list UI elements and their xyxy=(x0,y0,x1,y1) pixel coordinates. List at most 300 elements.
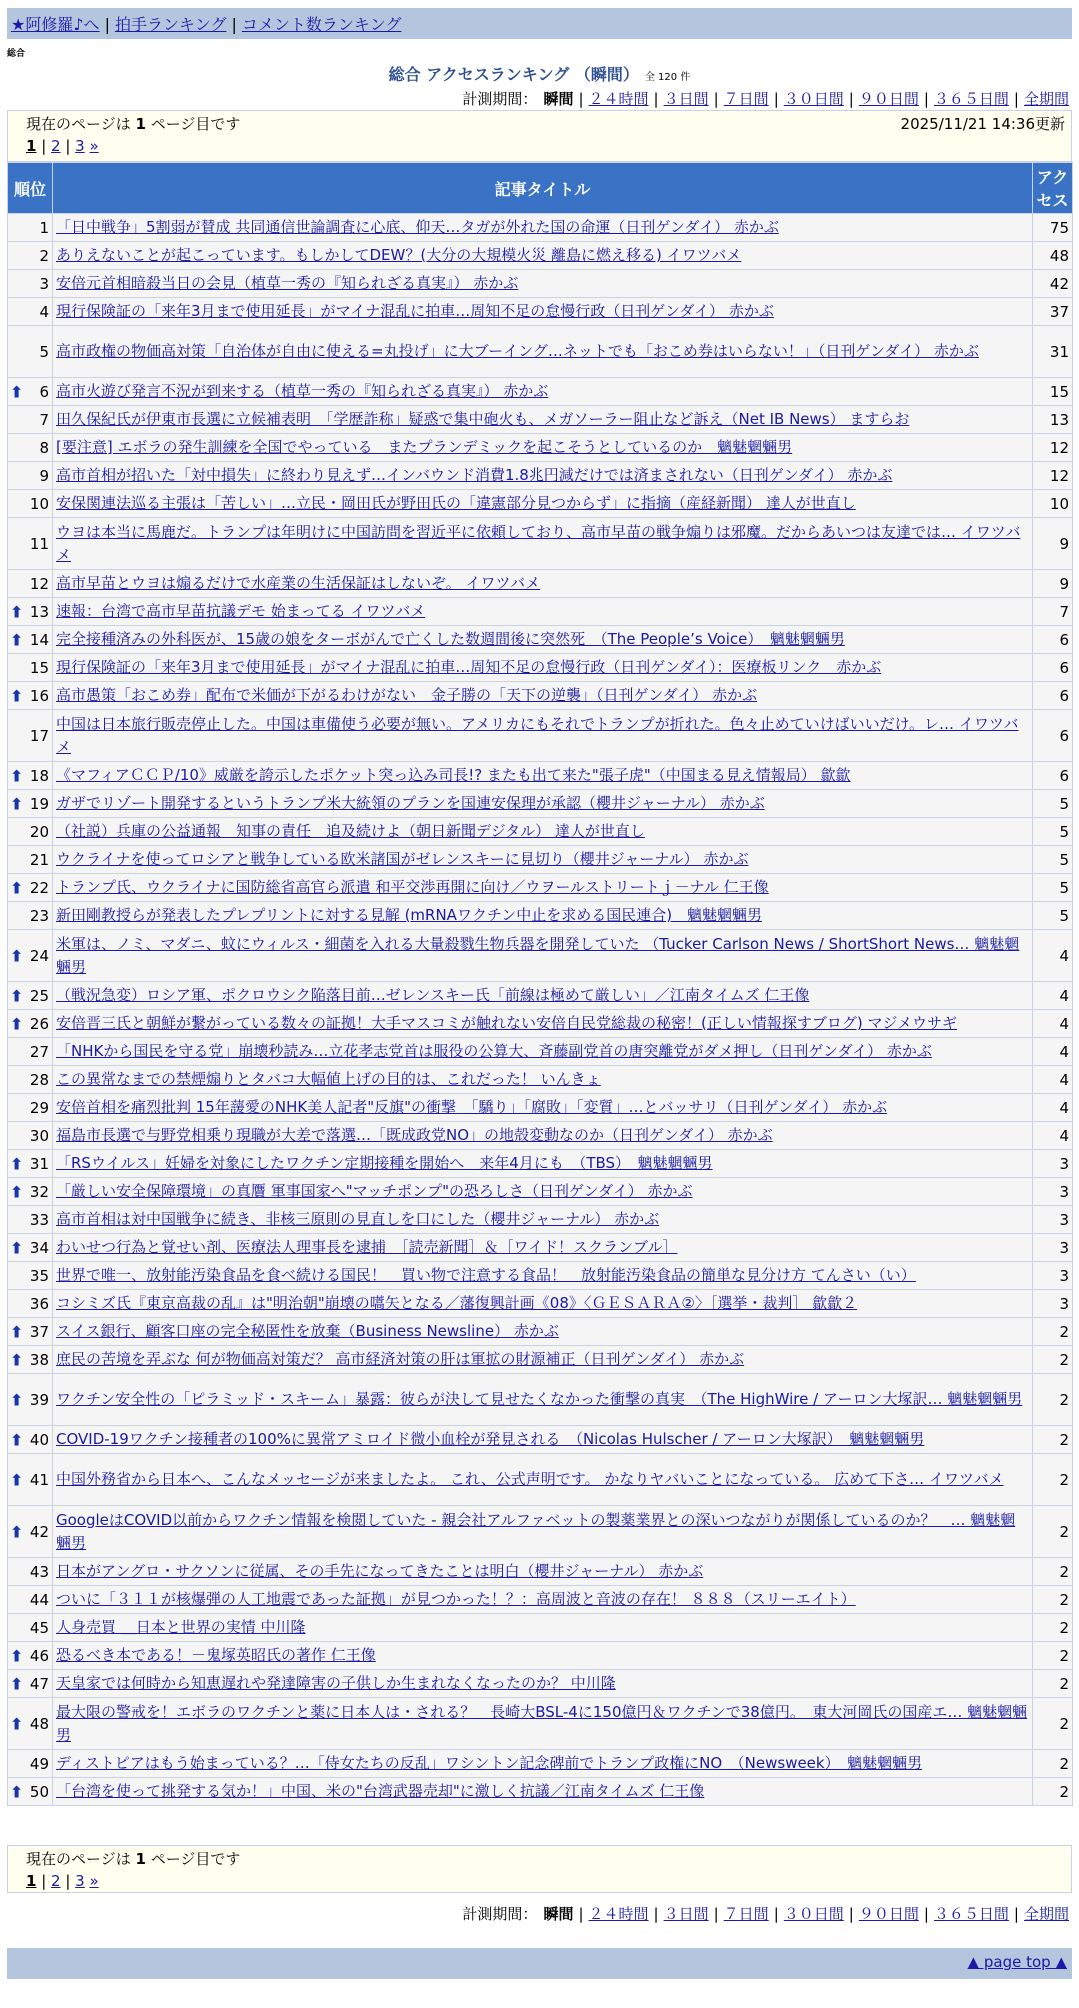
access-count: 5 xyxy=(1033,902,1073,930)
rank-cell xyxy=(8,1038,53,1066)
access-count: 2 xyxy=(1033,1506,1073,1558)
rank-cell xyxy=(8,462,53,490)
access-count: 3 xyxy=(1033,1178,1073,1206)
rank-number: 44 xyxy=(29,1590,49,1609)
article-link[interactable]: トランプ氏、ウクライナに国防総省高官ら派遣 和平交渉再開に向け／ウヲールストリートｊ－ナル 仁王像 xyxy=(56,878,769,896)
pager-page-3[interactable]: 3 xyxy=(75,1872,85,1890)
rank-cell xyxy=(8,1778,53,1806)
rank-number: 23 xyxy=(29,906,49,925)
table-row xyxy=(8,818,1073,846)
table-row xyxy=(8,434,1073,462)
clap-ranking-link[interactable]: 拍手ランキング xyxy=(114,15,227,34)
home-link[interactable]: ★阿修羅♪へ xyxy=(11,15,100,34)
pager-page-2[interactable]: 2 xyxy=(51,137,61,155)
rank-number: 32 xyxy=(29,1182,49,1201)
rank-number: 30 xyxy=(29,1126,49,1145)
rank-number: 49 xyxy=(29,1754,49,1773)
title-cell xyxy=(53,1614,1033,1642)
rank-cell xyxy=(8,1010,53,1038)
table-row xyxy=(8,406,1073,434)
access-count: 42 xyxy=(1033,270,1073,298)
pager-next[interactable]: » xyxy=(89,137,99,155)
pager: 1 | 2 | 3 » xyxy=(26,137,99,155)
rank-number: 15 xyxy=(29,658,49,677)
title-cell xyxy=(53,434,1033,462)
article-link[interactable]: 中国は日本旅行販売停止した。中国は車備使う必要が無い。アメリカにもそれでトランプが折れた。色々止めていけばいいだけ。レ… イワツバメ xyxy=(56,714,1019,756)
access-count: 2 xyxy=(1033,1778,1073,1806)
access-count: 6 xyxy=(1033,762,1073,790)
title-cell xyxy=(53,1318,1033,1346)
article-link[interactable]: 安保関連法巡る主張は「苦しい」…立民・岡田氏が野田氏の「違憲部分見つからず」に指摘（産経新聞） 達人が世直し xyxy=(56,494,856,512)
title-cell xyxy=(53,626,1033,654)
rank-cell xyxy=(8,982,53,1010)
category-label: 総合 xyxy=(7,49,26,59)
article-link[interactable]: 高市政権の物価高対策「自治体が自由に使える=丸投げ」に大ブーイング…ネットでも「おこめ券はいらない！」（日刊ゲンダイ） 赤かぶ xyxy=(56,342,979,360)
access-count: 2 xyxy=(1033,1642,1073,1670)
access-count: 6 xyxy=(1033,654,1073,682)
rank-number: 11 xyxy=(29,534,49,553)
page-top-link[interactable]: ▲ page top ▲ xyxy=(967,1953,1067,1971)
table-row xyxy=(8,1698,1073,1750)
access-count: 4 xyxy=(1033,1094,1073,1122)
title-cell xyxy=(53,1206,1033,1234)
rank-number: 20 xyxy=(29,822,49,841)
rank-number: 43 xyxy=(29,1562,49,1581)
period-7d-link[interactable]: ７日間 xyxy=(723,1905,769,1923)
up-arrow-icon: ⬆ xyxy=(10,986,24,1005)
article-link[interactable]: ウヨは本当に馬鹿だ。トランプは年明けに中国訪問を習近平に依頼しており、高市早苗の戦争煽りは邪魔。だからあいつは友達では… イワツバメ xyxy=(56,522,1021,564)
table-row xyxy=(8,1346,1073,1374)
pager-page-3[interactable]: 3 xyxy=(75,137,85,155)
rank-cell xyxy=(8,682,53,710)
article-link[interactable]: 安倍晋三氏と朝鮮が繋がっている数々の証拠！大手マスコミが触れない安倍自民党総裁の秘密！(正しい情報探すブログ) マジメウサギ xyxy=(56,1014,958,1032)
table-row xyxy=(8,1010,1073,1038)
period-3d-link[interactable]: ３日間 xyxy=(663,1905,709,1923)
article-link[interactable]: ウクライナを使ってロシアと戦争している欧米諸国がゼレンスキーに見切り（櫻井ジャーナル） 赤かぶ xyxy=(56,850,749,868)
title-cell xyxy=(53,1262,1033,1290)
article-link[interactable]: ついに「３１１が核爆弾の人工地震であった証拠」が見つかった！？：高周波と音波の存在！ ８８８（スリーエイト） xyxy=(56,1590,856,1608)
rank-number: 13 xyxy=(29,602,49,621)
period-24h-link[interactable]: ２４時間 xyxy=(588,1905,649,1923)
rank-number: 46 xyxy=(29,1646,49,1665)
article-link[interactable]: GoogleはCOVID以前からワクチン情報を検閲していた - 親会社アルファベットの製薬業界との深いつながりが関係しているのか？ … 魑魅魍魎男 xyxy=(56,1510,1016,1552)
article-link[interactable]: 速報：台湾で高市早苗抗議デモ 始まってる イワツバメ xyxy=(56,602,426,620)
title-cell xyxy=(53,570,1033,598)
rank-number: 12 xyxy=(29,574,49,593)
period-selector-bottom: 計測期間： 瞬間 | ２４時間 | ３日間 | ７日間 | ３０日間 | ９０日間 | ３６５日間 | 全期間 xyxy=(462,1905,1069,1923)
article-link[interactable]: COVID-19ワクチン接種者の100%に異常アミロイド微小血栓が発見される （Nicolas Hulscher / アーロン大塚訳） 魑魅魍魎男 xyxy=(56,1430,925,1448)
article-link[interactable]: 高市首相が招いた「対中損失」に終わり見えず…インバウンド消費1.8兆円減だけでは済まされない（日刊ゲンダイ） 赤かぶ xyxy=(56,466,893,484)
period-30d-link[interactable]: ３０日間 xyxy=(783,90,844,108)
rank-number: 19 xyxy=(29,794,49,813)
article-link[interactable]: 新田剛教授らが発表したプレプリントに対する見解 (mRNAワクチン中止を求める国民連合) 魑魅魍魎男 xyxy=(56,906,763,924)
rank-cell xyxy=(8,654,53,682)
rank-cell xyxy=(8,1750,53,1778)
rank-cell xyxy=(8,710,53,762)
table-row xyxy=(8,462,1073,490)
page-info-text: 現在のページは xyxy=(26,1850,131,1868)
title-cell xyxy=(53,846,1033,874)
article-link[interactable]: 安倍首相を痛烈批判 15年蘐愛のNHK美人記者"反旗"の衝撃 「驕り」「腐敗」「変質」…とバッサリ（日刊ゲンダイ） 赤かぶ xyxy=(56,1098,888,1116)
article-link[interactable]: ディストピアはもう始まっている？…「侍女たちの反乱」ワシントン記念碑前でトランプ政権にNO （Newsweek） 魑魅魍魎男 xyxy=(56,1754,923,1772)
article-link[interactable]: 日本がアングロ・サクソンに従属、その手先になってきたことは明白（櫻井ジャーナル） 赤かぶ xyxy=(56,1562,704,1580)
nav-separator: | xyxy=(231,15,237,34)
rank-number: 36 xyxy=(29,1294,49,1313)
rank-cell xyxy=(8,1614,53,1642)
rank-number: 24 xyxy=(29,946,49,965)
table-row xyxy=(8,326,1073,378)
top-nav-bar xyxy=(7,8,1072,39)
rank-number: 42 xyxy=(29,1522,49,1541)
rank-number: 27 xyxy=(29,1042,49,1061)
article-link[interactable]: この異常なまでの禁煙煽りとタバコ大幅値上げの目的は、これだった！ いんきょ xyxy=(56,1070,601,1088)
rank-cell xyxy=(8,1506,53,1558)
rank-cell xyxy=(8,818,53,846)
table-row xyxy=(8,1750,1073,1778)
access-count: 13 xyxy=(1033,406,1073,434)
article-link[interactable]: 庶民の苦境を弄ぶな 何が物価高対策だ？ 高市経済対策の肝は軍拡の財源補正（日刊ゲンダイ） 赤かぶ xyxy=(56,1350,745,1368)
rank-number: 17 xyxy=(29,726,49,745)
rank-cell xyxy=(8,846,53,874)
rank-number: 28 xyxy=(29,1070,49,1089)
title-cell xyxy=(53,930,1033,982)
table-header-row xyxy=(8,163,1073,214)
article-link[interactable]: 高市早苗とウヨは煽るだけで水産業の生活保証はしないぞ。 イワツバメ xyxy=(56,574,541,592)
access-count: 5 xyxy=(1033,790,1073,818)
title-cell xyxy=(53,406,1033,434)
rank-cell xyxy=(8,1426,53,1454)
page-info-bottom xyxy=(7,1845,1072,1893)
up-arrow-icon: ⬆ xyxy=(10,878,24,897)
access-count: 2 xyxy=(1033,1614,1073,1642)
up-arrow-icon: ⬆ xyxy=(10,602,24,621)
article-link[interactable]: ありえないことが起こっています。もしかしてDEW？(大分の大規模火災 離島に燃え移る) イワツバメ xyxy=(56,246,742,264)
rank-cell xyxy=(8,1318,53,1346)
up-arrow-icon: ⬆ xyxy=(10,1674,24,1693)
article-link[interactable]: 人身売買 ＿日本と世界の実情 中川隆 xyxy=(56,1618,306,1636)
article-link[interactable]: 田久保紀氏が伊東市長選に立候補表明 「学歴詐称」疑惑で集中砲火も、メガソーラー阻止など訴え（Net IB News） ますらお xyxy=(56,410,910,428)
article-link[interactable]: 現行保険証の「来年3月まで使用延長」がマイナ混乱に拍車…周知不足の怠慢行政（日刊ゲンダイ） 赤かぶ xyxy=(56,302,774,320)
rank-number: 2 xyxy=(39,246,49,265)
rank-number: 45 xyxy=(29,1618,49,1637)
table-row xyxy=(8,378,1073,406)
period-selector-top: 計測期間： 瞬間 | ２４時間 | ３日間 | ７日間 | ３０日間 | ９０日間 | ３６５日間 | 全期間 xyxy=(462,90,1069,108)
rank-cell xyxy=(8,1094,53,1122)
ranking-body xyxy=(8,214,1073,1806)
title-cell xyxy=(53,790,1033,818)
period-7d-link[interactable]: ７日間 xyxy=(723,90,769,108)
article-link[interactable]: 高市首相は対中国戦争に続き、非核三原則の見直しを口にした（櫻井ジャーナル） 赤かぶ xyxy=(56,1210,660,1228)
access-count: 4 xyxy=(1033,982,1073,1010)
up-arrow-icon: ⬆ xyxy=(10,382,24,401)
rank-cell xyxy=(8,1262,53,1290)
article-link[interactable]: 米軍は、ノミ、マダニ、蚊にウィルス・細菌を入れる大量殺戮生物兵器を開発していた （Tucker Carlson News / ShortShort News… 魑魅魍魎男 xyxy=(56,934,1020,976)
up-arrow-icon: ⬆ xyxy=(10,1238,24,1257)
period-365d-link[interactable]: ３６５日間 xyxy=(933,1905,1009,1923)
ranking-count: 全 120 件 xyxy=(644,72,691,83)
comment-ranking-link[interactable]: コメント数ランキング xyxy=(241,15,402,34)
access-count: 2 xyxy=(1033,1374,1073,1426)
title-cell xyxy=(53,598,1033,626)
article-link[interactable]: わいせつ行為と覚せい剤、医療法人理事長を逮捕 ［読売新聞］＆［ワイド！スクランブル］ xyxy=(56,1238,678,1256)
table-row xyxy=(8,242,1073,270)
table-row xyxy=(8,570,1073,598)
rank-number: 25 xyxy=(29,986,49,1005)
rank-number: 34 xyxy=(29,1238,49,1257)
rank-number: 14 xyxy=(29,630,49,649)
title-cell xyxy=(53,1150,1033,1178)
article-link[interactable]: スイス銀行、顧客口座の完全秘匿性を放棄（Business Newsline） 赤かぶ xyxy=(56,1322,559,1340)
title-cell xyxy=(53,518,1033,570)
rank-number: 22 xyxy=(29,878,49,897)
title-cell xyxy=(53,490,1033,518)
title-cell xyxy=(53,682,1033,710)
rank-number: 9 xyxy=(39,466,49,485)
title-cell xyxy=(53,326,1033,378)
article-link[interactable]: 「厳しい安全保障環境」の真贋 軍事国家へ"マッチポンプ"の恐ろしさ（日刊ゲンダイ） 赤かぶ xyxy=(56,1182,693,1200)
rank-number: 3 xyxy=(39,274,49,293)
title-cell xyxy=(53,1558,1033,1586)
access-count: 2 xyxy=(1033,1558,1073,1586)
rank-cell xyxy=(8,518,53,570)
article-link[interactable]: ガザでリゾート開発するというトランプ米大統領のプランを国連安保理が承認（櫻井ジャーナル） 赤かぶ xyxy=(56,794,765,812)
table-row xyxy=(8,846,1073,874)
period-current: 瞬間 xyxy=(543,1905,574,1923)
rank-number: 21 xyxy=(29,850,49,869)
rank-cell xyxy=(8,1670,53,1698)
title-cell xyxy=(53,1178,1033,1206)
page-info-text: ページ目です xyxy=(150,115,241,133)
access-count: 6 xyxy=(1033,682,1073,710)
period-3d-link[interactable]: ３日間 xyxy=(663,90,709,108)
access-count: 2 xyxy=(1033,1454,1073,1506)
title-cell xyxy=(53,1506,1033,1558)
period-all-link[interactable]: 全期間 xyxy=(1023,1905,1069,1923)
access-count: 4 xyxy=(1033,1122,1073,1150)
access-count: 7 xyxy=(1033,598,1073,626)
ranking-title-text: 総合 アクセスランキング （瞬間） xyxy=(388,65,639,84)
nav-separator: | xyxy=(104,15,110,34)
rank-number: 6 xyxy=(39,382,49,401)
article-link[interactable]: 最大限の警戒を！エボラのワクチンと薬に日本人は・される？ 長崎大BSL-4に150億円＆ワクチンで38億円。 東大河岡氏の国産エ… 魑魅魍魎男 xyxy=(56,1702,1028,1744)
article-link[interactable]: 福島市長選で与野党相乗り現職が大差で落選…「既成政党NO」の地殻変動なのか（日刊ゲンダイ） 赤かぶ xyxy=(56,1126,773,1144)
article-link[interactable]: 完全接種済みの外科医が、15歳の娘をターボがんで亡くした数週間後に突然死 （The People’s Voice） 魑魅魍魎男 xyxy=(56,630,845,648)
table-row xyxy=(8,1426,1073,1454)
period-90d-link[interactable]: ９０日間 xyxy=(858,1905,919,1923)
table-row xyxy=(8,1066,1073,1094)
article-link[interactable]: 天皇家では何時から知恵遅れや発達障害の子供しか生まれなくなったのか？ 中川隆 xyxy=(56,1674,616,1692)
table-row xyxy=(8,1374,1073,1426)
period-365d-link[interactable]: ３６５日間 xyxy=(933,90,1009,108)
article-link[interactable]: 世界で唯一、放射能汚染食品を食べ続ける国民！ 買い物で注意する食品！ 放射能汚染食品の簡単な見分け方 てんさい（い） xyxy=(56,1266,916,1284)
rank-cell xyxy=(8,270,53,298)
header-title: 記事タイトル xyxy=(53,163,1033,214)
article-link[interactable]: 「RSウイルス」妊婦を対象にしたワクチン定期接種を開始へ 来年4月にも （TBS） 魑魅魍魎男 xyxy=(56,1154,713,1172)
access-count: 3 xyxy=(1033,1234,1073,1262)
table-row xyxy=(8,1642,1073,1670)
period-current: 瞬間 xyxy=(543,90,574,108)
article-link[interactable]: 「NHKから国民を守る党」崩壊秒読み…立花孝志党首は服役の公算大、斉藤副党首の唐突離党がダメ押し（日刊ゲンダイ） 赤かぶ xyxy=(56,1042,932,1060)
rank-cell xyxy=(8,1150,53,1178)
up-arrow-icon: ⬆ xyxy=(10,1182,24,1201)
table-row xyxy=(8,214,1073,242)
title-cell xyxy=(53,1642,1033,1670)
access-count: 2 xyxy=(1033,1750,1073,1778)
rank-cell xyxy=(8,298,53,326)
rank-cell xyxy=(8,1290,53,1318)
title-cell xyxy=(53,1698,1033,1750)
rank-number: 10 xyxy=(29,494,49,513)
article-link[interactable]: ワクチン安全性の「ピラミッド・スキーム」暴露：彼らが決して見せたくなかった衝撃の真実 （The HighWire / アーロン大塚訳… 魑魅魍魎男 xyxy=(56,1390,1023,1408)
rank-number: 5 xyxy=(39,342,49,361)
table-row xyxy=(8,710,1073,762)
rank-cell xyxy=(8,1346,53,1374)
title-cell xyxy=(53,1670,1033,1698)
rank-cell xyxy=(8,378,53,406)
up-arrow-icon: ⬆ xyxy=(10,1646,24,1665)
table-row xyxy=(8,982,1073,1010)
up-arrow-icon: ⬆ xyxy=(10,766,24,785)
pager-next[interactable]: » xyxy=(89,1872,99,1890)
article-link[interactable]: （戦況急変）ロシア軍、ポクロウシク陥落目前…ゼレンスキー氏「前線は極めて厳しい」／江南タイムズ 仁王像 xyxy=(56,986,810,1004)
up-arrow-icon: ⬆ xyxy=(10,1014,24,1033)
ranking-title xyxy=(0,62,1079,85)
table-row xyxy=(8,1318,1073,1346)
title-cell xyxy=(53,1426,1033,1454)
rank-number: 41 xyxy=(29,1470,49,1489)
rank-cell xyxy=(8,1642,53,1670)
rank-cell xyxy=(8,930,53,982)
rank-cell xyxy=(8,326,53,378)
access-count: 4 xyxy=(1033,1010,1073,1038)
article-link[interactable]: 恐るべき本である！－鬼塚英昭氏の著作 仁王像 xyxy=(56,1646,376,1664)
table-row xyxy=(8,1178,1073,1206)
rank-number: 37 xyxy=(29,1322,49,1341)
title-cell xyxy=(53,1586,1033,1614)
table-row xyxy=(8,1262,1073,1290)
rank-cell xyxy=(8,790,53,818)
title-cell xyxy=(53,654,1033,682)
rank-cell xyxy=(8,1558,53,1586)
up-arrow-icon: ⬆ xyxy=(10,1430,24,1449)
access-count: 75 xyxy=(1033,214,1073,242)
title-cell xyxy=(53,1094,1033,1122)
up-arrow-icon: ⬆ xyxy=(10,1322,24,1341)
article-link[interactable]: 安倍元首相暗殺当日の会見（植草一秀の『知られざる真実』） 赤かぶ xyxy=(56,274,519,292)
access-count: 4 xyxy=(1033,1066,1073,1094)
access-count: 5 xyxy=(1033,818,1073,846)
period-90d-link[interactable]: ９０日間 xyxy=(858,90,919,108)
footer-bar xyxy=(7,1948,1072,1979)
rank-cell xyxy=(8,762,53,790)
rank-cell xyxy=(8,1234,53,1262)
table-row xyxy=(8,626,1073,654)
title-cell xyxy=(53,1010,1033,1038)
article-link[interactable]: 現行保険証の「来年3月まで使用延長」がマイナ混乱に拍車…周知不足の怠慢行政（日刊ゲンダイ）：医療板リンク 赤かぶ xyxy=(56,658,882,676)
access-count: 5 xyxy=(1033,846,1073,874)
table-row xyxy=(8,298,1073,326)
title-cell xyxy=(53,1066,1033,1094)
access-count: 9 xyxy=(1033,518,1073,570)
rank-number: 38 xyxy=(29,1350,49,1369)
table-row xyxy=(8,1094,1073,1122)
period-30d-link[interactable]: ３０日間 xyxy=(783,1905,844,1923)
access-count: 2 xyxy=(1033,1346,1073,1374)
table-row xyxy=(8,790,1073,818)
access-count: 3 xyxy=(1033,1262,1073,1290)
rank-number: 18 xyxy=(29,766,49,785)
rank-cell xyxy=(8,1454,53,1506)
rank-cell xyxy=(8,1122,53,1150)
header-access: アクセス xyxy=(1033,163,1073,214)
access-count: 5 xyxy=(1033,874,1073,902)
access-count: 10 xyxy=(1033,490,1073,518)
article-link[interactable]: 高市火遊び発言不況が到来する（植草一秀の『知られざる真実』） 赤かぶ xyxy=(56,382,549,400)
rank-cell xyxy=(8,570,53,598)
table-row xyxy=(8,1506,1073,1558)
article-link[interactable]: 中国外務省から日本へ、こんなメッセージが来ましたよ。 これ、公式声明です。 かなりヤバいことになっている。 広めて下さ… イワツバメ xyxy=(56,1470,1004,1488)
rank-number: 40 xyxy=(29,1430,49,1449)
up-arrow-icon: ⬆ xyxy=(10,1470,24,1489)
table-row xyxy=(8,1558,1073,1586)
table-row xyxy=(8,874,1073,902)
title-cell xyxy=(53,242,1033,270)
access-count: 2 xyxy=(1033,1318,1073,1346)
up-arrow-icon: ⬆ xyxy=(10,1350,24,1369)
period-24h-link[interactable]: ２４時間 xyxy=(588,90,649,108)
table-row xyxy=(8,1290,1073,1318)
table-row xyxy=(8,1038,1073,1066)
up-arrow-icon: ⬆ xyxy=(10,630,24,649)
access-count: 4 xyxy=(1033,1038,1073,1066)
period-all-link[interactable]: 全期間 xyxy=(1023,90,1069,108)
rank-number: 26 xyxy=(29,1014,49,1033)
article-link[interactable]: 《マフィアＣＣＰ/10》威厳を誇示したポケット突っ込み司長!? またも出て来た"張子虎"（中国まる見え情報局） 歙歙 xyxy=(56,766,851,784)
access-count: 2 xyxy=(1033,1670,1073,1698)
article-link[interactable]: コシミズ氏『東京高裁の乱』は"明治朝"崩壊の嚆矢となる／藩復興計画《08》〈ＧＥＳＡＲＡ②〉［選挙・裁判］ 歙歙２ xyxy=(56,1294,858,1312)
article-link[interactable]: 高市愚策「おこめ券」配布で米価が下がるわけがない 金子勝の「天下の逆襲」（日刊ゲンダイ） 赤かぶ xyxy=(56,686,758,704)
access-count: 2 xyxy=(1033,1426,1073,1454)
rank-number: 7 xyxy=(39,410,49,429)
pager: 1 | 2 | 3 » xyxy=(26,1872,99,1890)
title-cell xyxy=(53,710,1033,762)
up-arrow-icon: ⬆ xyxy=(10,686,24,705)
rank-number: 16 xyxy=(29,686,49,705)
article-link[interactable]: （社説）兵庫の公益通報 知事の責任 追及続けよ（朝日新聞デジタル） 達人が世直し xyxy=(56,822,645,840)
title-cell xyxy=(53,902,1033,930)
table-row xyxy=(8,1778,1073,1806)
table-row xyxy=(8,1670,1073,1698)
page-info-top xyxy=(7,110,1072,162)
title-cell xyxy=(53,1122,1033,1150)
article-link[interactable]: [要注意] エボラの発生訓練を全国でやっている またプランデミックを起こそうとしているのか 魑魅魍魎男 xyxy=(56,438,793,456)
page-info-number: 1 xyxy=(135,1850,146,1868)
article-link[interactable]: 「台湾を使って挑発する気か！」中国、米の"台湾武器売却"に激しく抗議／江南タイムズ 仁王像 xyxy=(56,1782,705,1800)
title-cell xyxy=(53,1038,1033,1066)
rank-number: 1 xyxy=(39,218,49,237)
title-cell xyxy=(53,1374,1033,1426)
pager-page-2[interactable]: 2 xyxy=(51,1872,61,1890)
access-count: 6 xyxy=(1033,710,1073,762)
rank-number: 47 xyxy=(29,1674,49,1693)
access-count: 3 xyxy=(1033,1290,1073,1318)
period-label: 計測期間： xyxy=(462,1905,538,1923)
rank-number: 39 xyxy=(29,1390,49,1409)
up-arrow-icon: ⬆ xyxy=(10,1714,24,1733)
rank-number: 29 xyxy=(29,1098,49,1117)
article-link[interactable]: 「日中戦争」5割弱が賛成 共同通信世論調査に心底、仰天…タガが外れた国の命運（日刊ゲンダイ） 赤かぶ xyxy=(56,218,779,236)
rank-cell xyxy=(8,1178,53,1206)
